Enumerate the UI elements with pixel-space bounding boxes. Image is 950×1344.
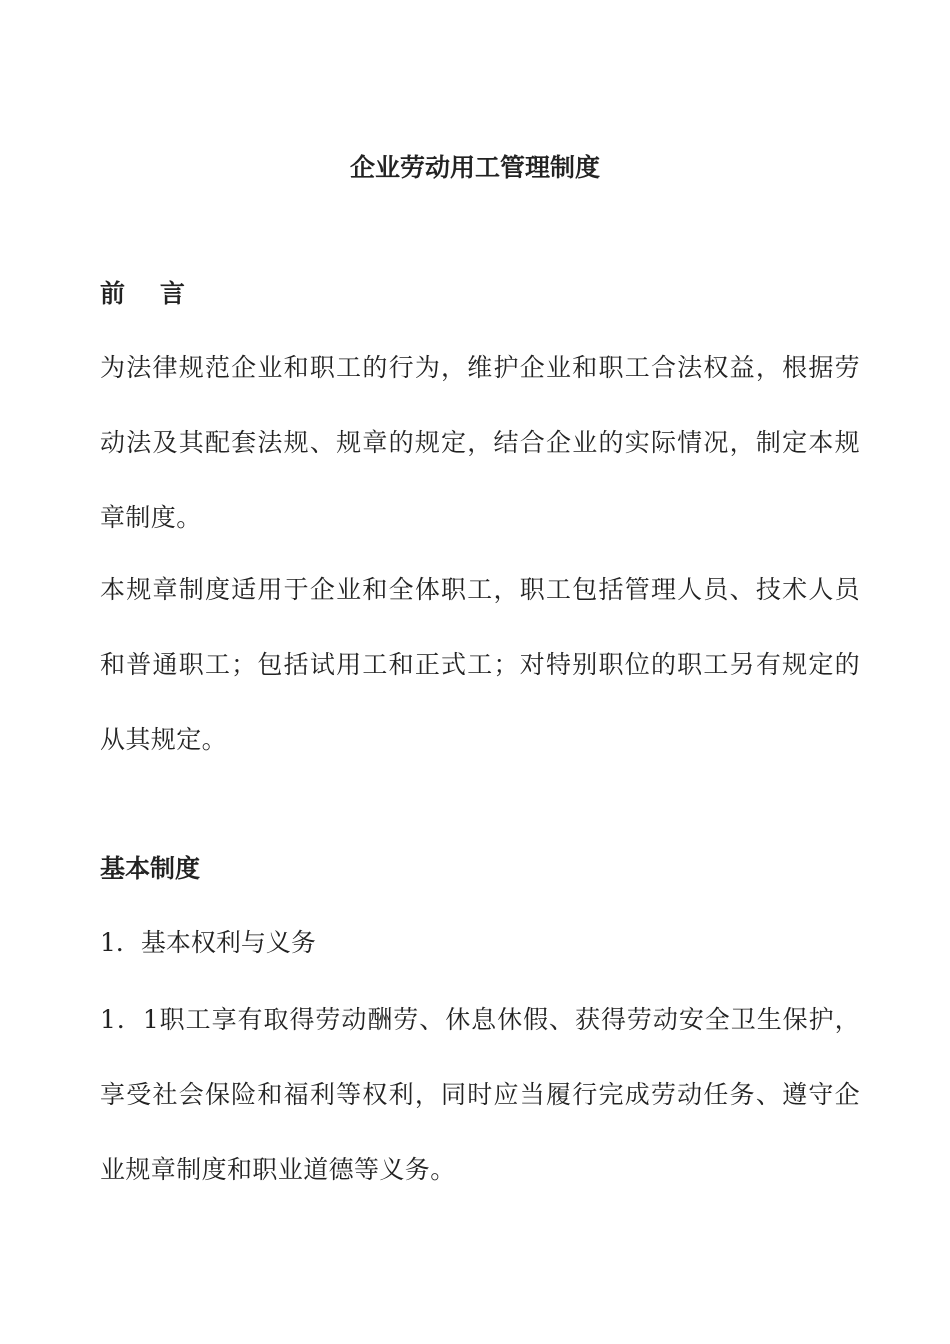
item-1-title: 1．基本权利与义务 <box>100 928 316 957</box>
preface-paragraph-2: 本规章制度适用于企业和全体职工，职工包括管理人员、技术人员和普通职工；包括试用工和正式工；对特别职位的职工另有规定的从其规定。 <box>100 575 860 754</box>
document-title: 企业劳动用工管理制度 <box>349 153 600 182</box>
item-1-1-paragraph: 1．1职工享有取得劳动酬劳、休息休假、获得劳动安全卫生保护，享受社会保险和福利等权利，同时应当履行完成劳动任务、遵守企业规章制度和职业道德等义务。 <box>100 1005 860 1184</box>
preface-paragraph-1: 为法律规范企业和职工的行为，维护企业和职工合法权益，根据劳动法及其配套法规、规章的规定，结合企业的实际情况，制定本规章制度。 <box>100 353 860 532</box>
basic-system-heading: 基本制度 <box>100 854 201 883</box>
preface-heading: 前 言 <box>100 279 185 308</box>
